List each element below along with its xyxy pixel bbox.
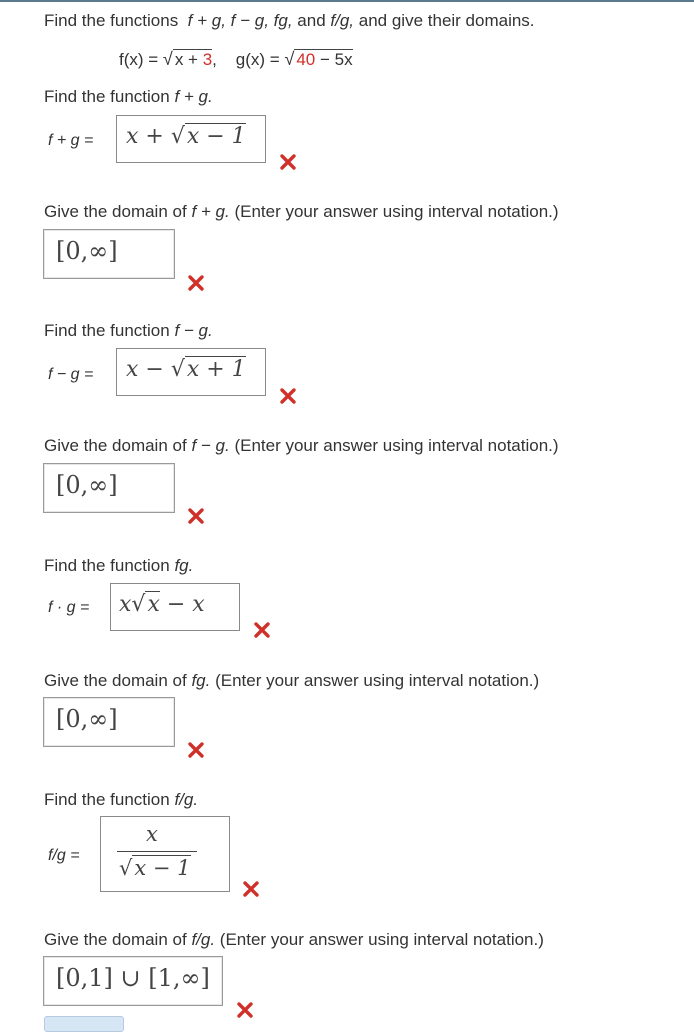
function-definitions: f(x) = √ x + 3, g(x) = √ 40 − 5x (119, 49, 353, 69)
section-3-label: f · g = (48, 599, 90, 616)
section-1-label: f + g = (48, 132, 94, 149)
section-4-domain-answer: [0,1] ∪ [1,∞] (56, 964, 210, 992)
section-4-prompt: Find the function f/g. (44, 790, 199, 809)
fraction-bar (117, 851, 197, 852)
section-1-domain-answer: [0,∞] (56, 237, 118, 265)
section-3-prompt: Find the function fg. (44, 556, 194, 575)
section-3-domain-answer: [0,∞] (56, 705, 118, 733)
section-3-domain-prompt: Give the domain of fg. (Enter your answer using interval notation.) (44, 671, 540, 690)
x-mark-icon (279, 153, 297, 171)
section-1-prompt: Find the function f + g. (44, 87, 213, 106)
section-2-prompt: Find the function f − g. (44, 321, 213, 340)
x-mark-icon (236, 1001, 254, 1019)
section-1-answer: x + √x − 1 (126, 124, 246, 149)
x-mark-icon (253, 621, 271, 639)
top-divider (0, 0, 694, 2)
problem-statement: Find the functions f + g, f − g, fg, and f/g, and give their domains. (44, 11, 535, 30)
x-mark-icon (279, 387, 297, 405)
section-2-answer: x − √x + 1 (126, 357, 246, 382)
section-4-domain-prompt: Give the domain of f/g. (Enter your answer using interval notation.) (44, 930, 544, 949)
section-4-answer-numerator: x (146, 822, 158, 846)
submit-button[interactable] (44, 1016, 124, 1032)
section-2-domain-answer: [0,∞] (56, 471, 118, 499)
x-mark-icon (187, 741, 205, 759)
x-mark-icon (187, 507, 205, 525)
x-mark-icon (187, 274, 205, 292)
section-4-label: f/g = (48, 847, 80, 864)
section-4-answer-denominator: √x − 1 (119, 856, 191, 880)
section-3-answer: x√x − x (119, 592, 205, 617)
section-2-domain-prompt: Give the domain of f − g. (Enter your answer using interval notation.) (44, 436, 559, 455)
x-mark-icon (242, 880, 260, 898)
section-2-label: f − g = (48, 366, 94, 383)
section-1-domain-prompt: Give the domain of f + g. (Enter your answer using interval notation.) (44, 202, 559, 221)
section-4-answer-box[interactable] (100, 816, 230, 892)
